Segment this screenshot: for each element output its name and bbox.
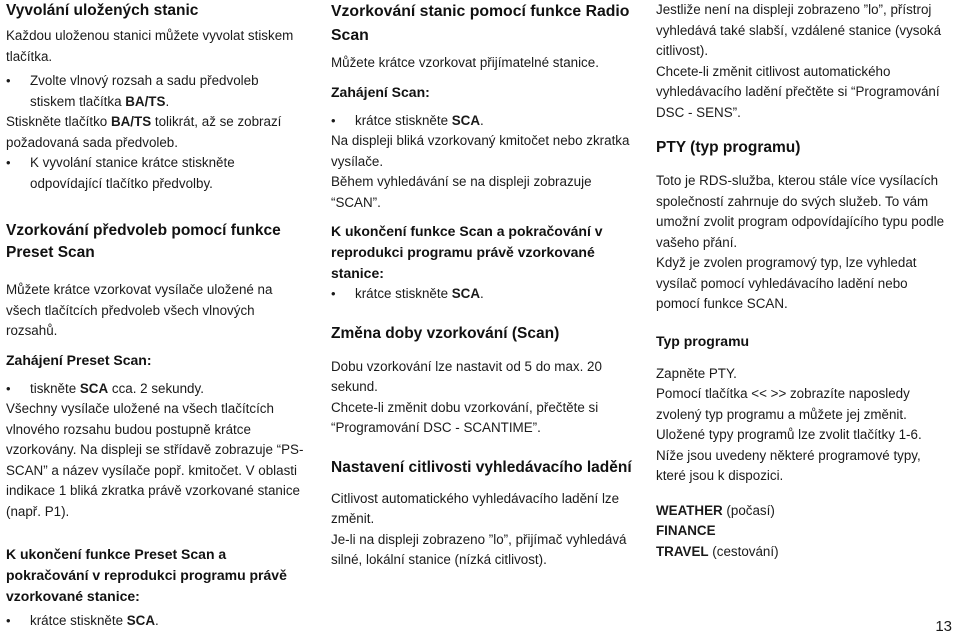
paragraph-radio-scan: Můžete krátce vzorkovat přijímatelné stanice.: [331, 55, 599, 70]
heading-program-type: Typ programu: [656, 332, 750, 349]
heading-start-preset-scan: Zahájení Preset Scan:: [6, 351, 152, 368]
heading-end-preset-scan: K ukončení funkce Preset Scan a pokračování v reprodukci programu právě vzorkované stanice:: [6, 546, 287, 604]
heading-sensitivity: Nastavení citlivosti vyhledávacího ladění: [331, 458, 632, 476]
heading-pty: PTY (typ programu): [656, 139, 801, 156]
paragraph-sensitivity-programming: Chcete-li změnit citlivost automatického vyhledávacího ladění přečtěte si “Programování DSC - SENS”.: [656, 63, 940, 120]
list-recall-step2: [6, 153, 304, 194]
paragraph-pty-list: Níže jsou uvedeny některé programové typy, které jsou k dispozici.: [656, 447, 921, 483]
pty-type-weather: WEATHER (počasí): [656, 502, 775, 518]
paragraph-pty-description: Toto je RDS-služba, kterou stále více vysílacích společností zahrnuje do svých služeb. To vám umožní zvolit program odpovídajícího typu podle vašeho přání.: [656, 173, 945, 250]
list-item: • krátce stiskněte SCA.: [331, 111, 633, 132]
list-item: • tiskněte SCA cca. 2 sekundy.: [6, 379, 304, 400]
page-number: 13: [935, 618, 952, 635]
paragraph-pty-search: Když je zvolen programový typ, lze vyhledat vysílač pomocí vyhledávacího ladění nebo pomocí funkce SCAN.: [656, 255, 917, 311]
list-item: • K vyvolání stanice krátce stiskněte odpovídající tlačítko předvolby.: [6, 153, 304, 194]
paragraph-scan-time-range: Dobu vzorkování lze nastavit od 5 do max. 20 sekund.: [331, 358, 602, 394]
column-middle: [331, 0, 633, 571]
list-start-preset-scan: [6, 379, 304, 400]
paragraph-during-scan: Během vyhledávání se na displeji zobrazuje “SCAN”.: [331, 174, 592, 210]
paragraph-sensitivity-hi: Jestliže není na displeji zobrazeno ”lo”, přístroj vyhledává také slabší, vzdálené stanice (vysoká citlivost).: [656, 2, 942, 58]
list-recall-step1: [6, 71, 304, 112]
paragraph-sensitivity-change: Citlivost automatického vyhledávacího ladění lze změnit.: [331, 490, 620, 526]
pty-type-travel: TRAVEL (cestování): [656, 543, 779, 559]
list-end-preset-scan: [6, 611, 304, 632]
paragraph-preset-scan-details: Všechny vysílače uložené na všech tlačítcích vlnového rozsahu budou postupně krátce vzorkovány. Na displeji se střídavě zobrazuje “PS-SCAN” a název vysílače popř. kmitočet. V oblasti indikace 1 bliká zkratka právě vzorkované stanice (např. P1).: [6, 401, 304, 519]
paragraph-preset-scan: Můžete krátce vzorkovat vysílače uložené na všech tlačítcích předvoleb všech vlnových rozsahů.: [6, 282, 273, 338]
list-end-scan: [331, 284, 633, 305]
list-item: • Zvolte vlnový rozsah a sadu předvoleb stiskem tlačítka BA/TS.: [6, 71, 304, 112]
heading-recall-stations: Vyvolání uložených stanic: [6, 2, 199, 19]
heading-start-scan: Zahájení Scan:: [331, 83, 430, 100]
paragraph-scan-time-change: Chcete-li změnit dobu vzorkování, přečtěte si “Programování DSC - SCANTIME”.: [331, 399, 599, 435]
heading-scan-time: Změna doby vzorkování (Scan): [331, 324, 560, 342]
paragraph-pty-saved: Uložené typy programů lze zvolit tlačítky 1-6.: [656, 427, 922, 442]
paragraph-sensitivity-lo: Je-li na displeji zobrazeno ”lo”, přijímač vyhledává silné, lokální stanice (nízká citlivost).: [331, 531, 627, 567]
heading-radio-scan: Vzorkování stanic pomocí funkce Radio Scan: [331, 3, 630, 44]
column-right: [656, 0, 954, 562]
paragraph-pty-on: Zapněte PTY.: [656, 365, 737, 381]
list-item: • krátce stiskněte SCA.: [331, 284, 633, 305]
list-start-scan: [331, 111, 633, 132]
column-left: [6, 0, 304, 632]
heading-preset-scan: Vzorkování předvoleb pomocí funkce Preset Scan: [6, 222, 281, 261]
heading-end-scan: K ukončení funkce Scan a pokračování v reprodukci programu právě vzorkované stanice:: [331, 223, 603, 281]
pty-type-finance: FINANCE: [656, 523, 716, 538]
paragraph-press-repeat: Stiskněte tlačítko BA/TS tolikrát, až se zobrazí požadovaná sada předvoleb.: [6, 114, 282, 150]
list-item: • krátce stiskněte SCA.: [6, 611, 304, 632]
paragraph-recall-intro: Každou uloženou stanici můžete vyvolat stiskem tlačítka.: [6, 28, 294, 64]
paragraph-pty-buttons: Pomocí tlačítka << >> zobrazíte naposledy zvolený typ programu a můžete jej změnit.: [656, 386, 910, 422]
paragraph-display-blink: Na displeji bliká vzorkovaný kmitočet nebo zkratka vysílače.: [331, 133, 630, 169]
